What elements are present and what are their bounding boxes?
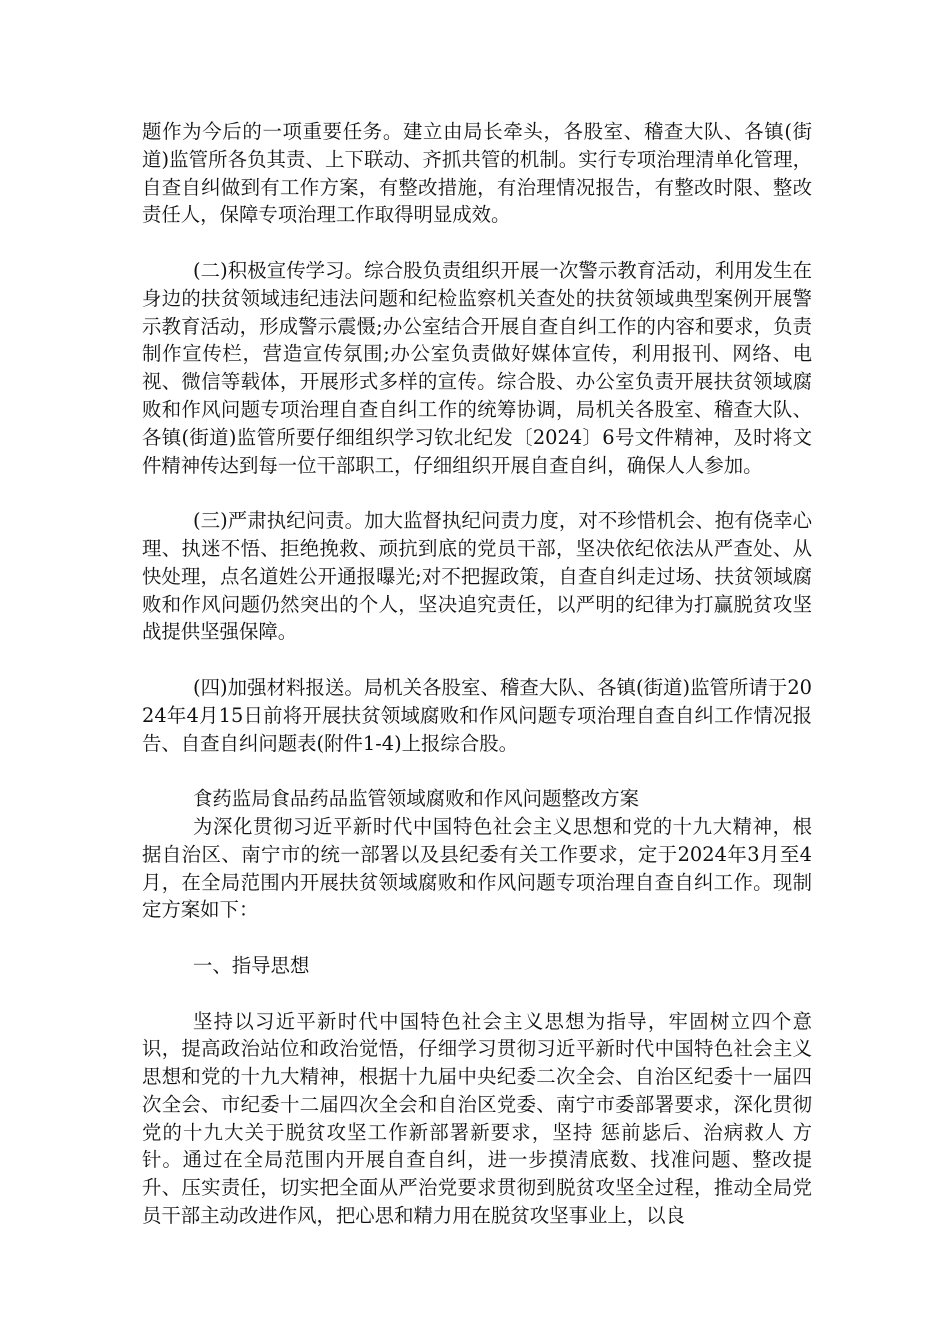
paragraph-spacer [142,646,812,674]
paragraph-publicity-study: (二)积极宣传学习。综合股负责组织开展一次警示教育活动，利用发生在身边的扶贫领域违纪违法问题和纪检监察机关查处的扶贫领域典型案例开展警示教育活动，形成警示震慑;办公室结合开展自查自纠工作的内容和要求，负责制作宣传栏，营造宣传氛围;办公室负责做好媒体宣传，利用报刊、网络、电视、微信等载体，开展形式多样的宣传。综合股、办公室负责开展扶贫领域腐败和作风问题专项治理自查自纠工作的统筹协调，局机关各股室、稽查大队、各镇(街道)监管所要仔细组织学习钦北纪发〔2024〕6号文件精神，及时将文件精神传达到每一位干部职工，仔细组织开展自查自纠，确保人人参加。 [142,258,812,477]
paragraph-continuation: 题作为今后的一项重要任务。建立由局长牵头，各股室、稽查大队、各镇(街道)监管所各负其责、上下联动、齐抓共管的机制。实行专项治理清单化管理，自查自纠做到有工作方案，有整改措施，有治理情况报告，有整改时限、整改责任人，保障专项治理工作取得明显成效。 [142,120,812,227]
section-heading-guiding-ideology: 一、指导思想 [193,953,310,977]
document-subtitle: 食药监局食品药品监管领域腐败和作风问题整改方案 [193,787,639,811]
paragraph-spacer [142,479,812,507]
paragraph-guiding-ideology: 坚持以习近平新时代中国特色社会主义思想为指导，牢固树立四个意识，提高政治站位和政治觉悟，仔细学习贯彻习近平新时代中国特色社会主义思想和党的十九大精神，根据十九届中央纪委二次全会、自治区纪委十一届四次全会、市纪委十二届四次全会和自治区党委、南宁市委部署要求，深化贯彻党的十九大关于脱贫攻坚工作新部署新要求，坚持 惩前毖后、治病救人 方针。通过在全局范围内开展自查自纠，进一步摸清底数、找准问题、整改提升、压实责任，切实把全面从严治党要求贯彻到脱贫攻坚全过程，推动全局党员干部主动改进作风，把心思和精力用在脱贫攻坚事业上，以良 [142,1009,812,1228]
paragraph-material-submission: (四)加强材料报送。局机关各股室、稽查大队、各镇(街道)监管所请于2024年4月15日前将开展扶贫领域腐败和作风问题专项治理自查自纠工作情况报告、自查自纠问题表(附件1-4)上报综合股。 [142,675,812,755]
paragraph-introduction: 为深化贯彻习近平新时代中国特色社会主义思想和党的十九大精神，根据自治区、南宁市的统一部署以及县纪委有关工作要求，定于2024年3月至4月，在全局范围内开展扶贫领域腐败和作风问题专项治理自查自纠工作。现制定方案如下： [142,814,812,922]
paragraph-spacer [142,757,812,785]
paragraph-spacer [142,229,812,257]
paragraph-discipline-accountability: (三)严肃执纪问责。加大监督执纪问责力度，对不珍惜机会、抱有侥幸心理、执迷不悟、拒绝挽救、顽抗到底的党员干部，坚决依纪依法从严查处、从快处理，点名道姓公开通报曝光;对不把握政策，自查自纠走过场、扶贫领域腐败和作风问题仍然突出的个人，坚决追究责任，以严明的纪律为打赢脱贫攻坚战提供坚强保障。 [142,509,812,644]
document-page [142,118,812,1230]
paragraph-spacer [142,980,812,1008]
paragraph-spacer [142,924,812,952]
